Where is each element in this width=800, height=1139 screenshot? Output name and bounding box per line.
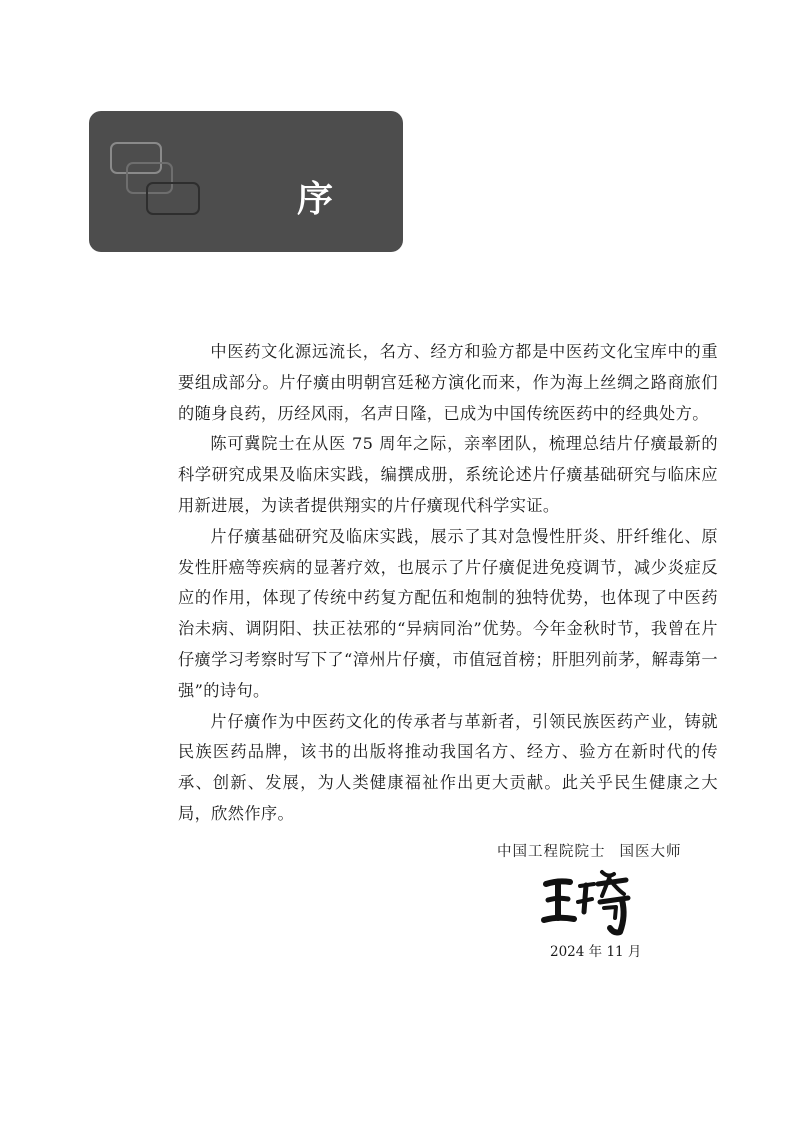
chapter-title: 序 <box>296 179 333 220</box>
author-title-academician: 中国工程院院士 <box>497 844 606 860</box>
preface-body <box>178 337 718 830</box>
handwritten-signature <box>538 866 638 938</box>
author-title-master: 国医大师 <box>619 844 682 860</box>
paragraph-2: 陈可冀院士在从医 75 周年之际，亲率团队，梳理总结片仔癀最新的科学研究成果及临床实践，编撰成册，系统论述片仔癀基础研究与临床应用新进展，为读者提供翔实的片仔癀现代科学实证。 <box>178 434 718 515</box>
paragraph-4: 片仔癀作为中医药文化的传承者与革新者，引领民族医药产业，铸就民族医药品牌，该书的出版将推动我国名方、经方、验方在新时代的传承、创新、发展，为人类健康福祉作出更大贡献。此关乎民生健康之大局，欣然作序。 <box>178 711 718 823</box>
paragraph-1: 中医药文化源远流长，名方、经方和验方都是中医药文化宝库中的重要组成部分。片仔癀由明朝宫廷秘方演化而来，作为海上丝绸之路商旅们的随身良药，历经风雨，名声日隆，已成为中国传统医药中的经典处方。 <box>178 342 718 423</box>
signature-date: 2024 年 11 月 <box>550 944 642 960</box>
author-titles <box>497 840 682 861</box>
paragraph-3: 片仔癀基础研究及临床实践，展示了其对急慢性肝炎、肝纤维化、原发性肝癌等疾病的显著疗效，也展示了片仔癀促进免疫调节，减少炎症反应的作用，体现了传统中药复方配伍和炮制的独特优势，也体现了中医药治未病、调阴阳、扶正祛邪的“异病同治”优势。今年金秋时节，我曾在片仔癀学习考察时写下了“漳州片仔癀，市值冠首榜；肝胆列前茅，解毒第一强”的诗句。 <box>178 526 718 700</box>
